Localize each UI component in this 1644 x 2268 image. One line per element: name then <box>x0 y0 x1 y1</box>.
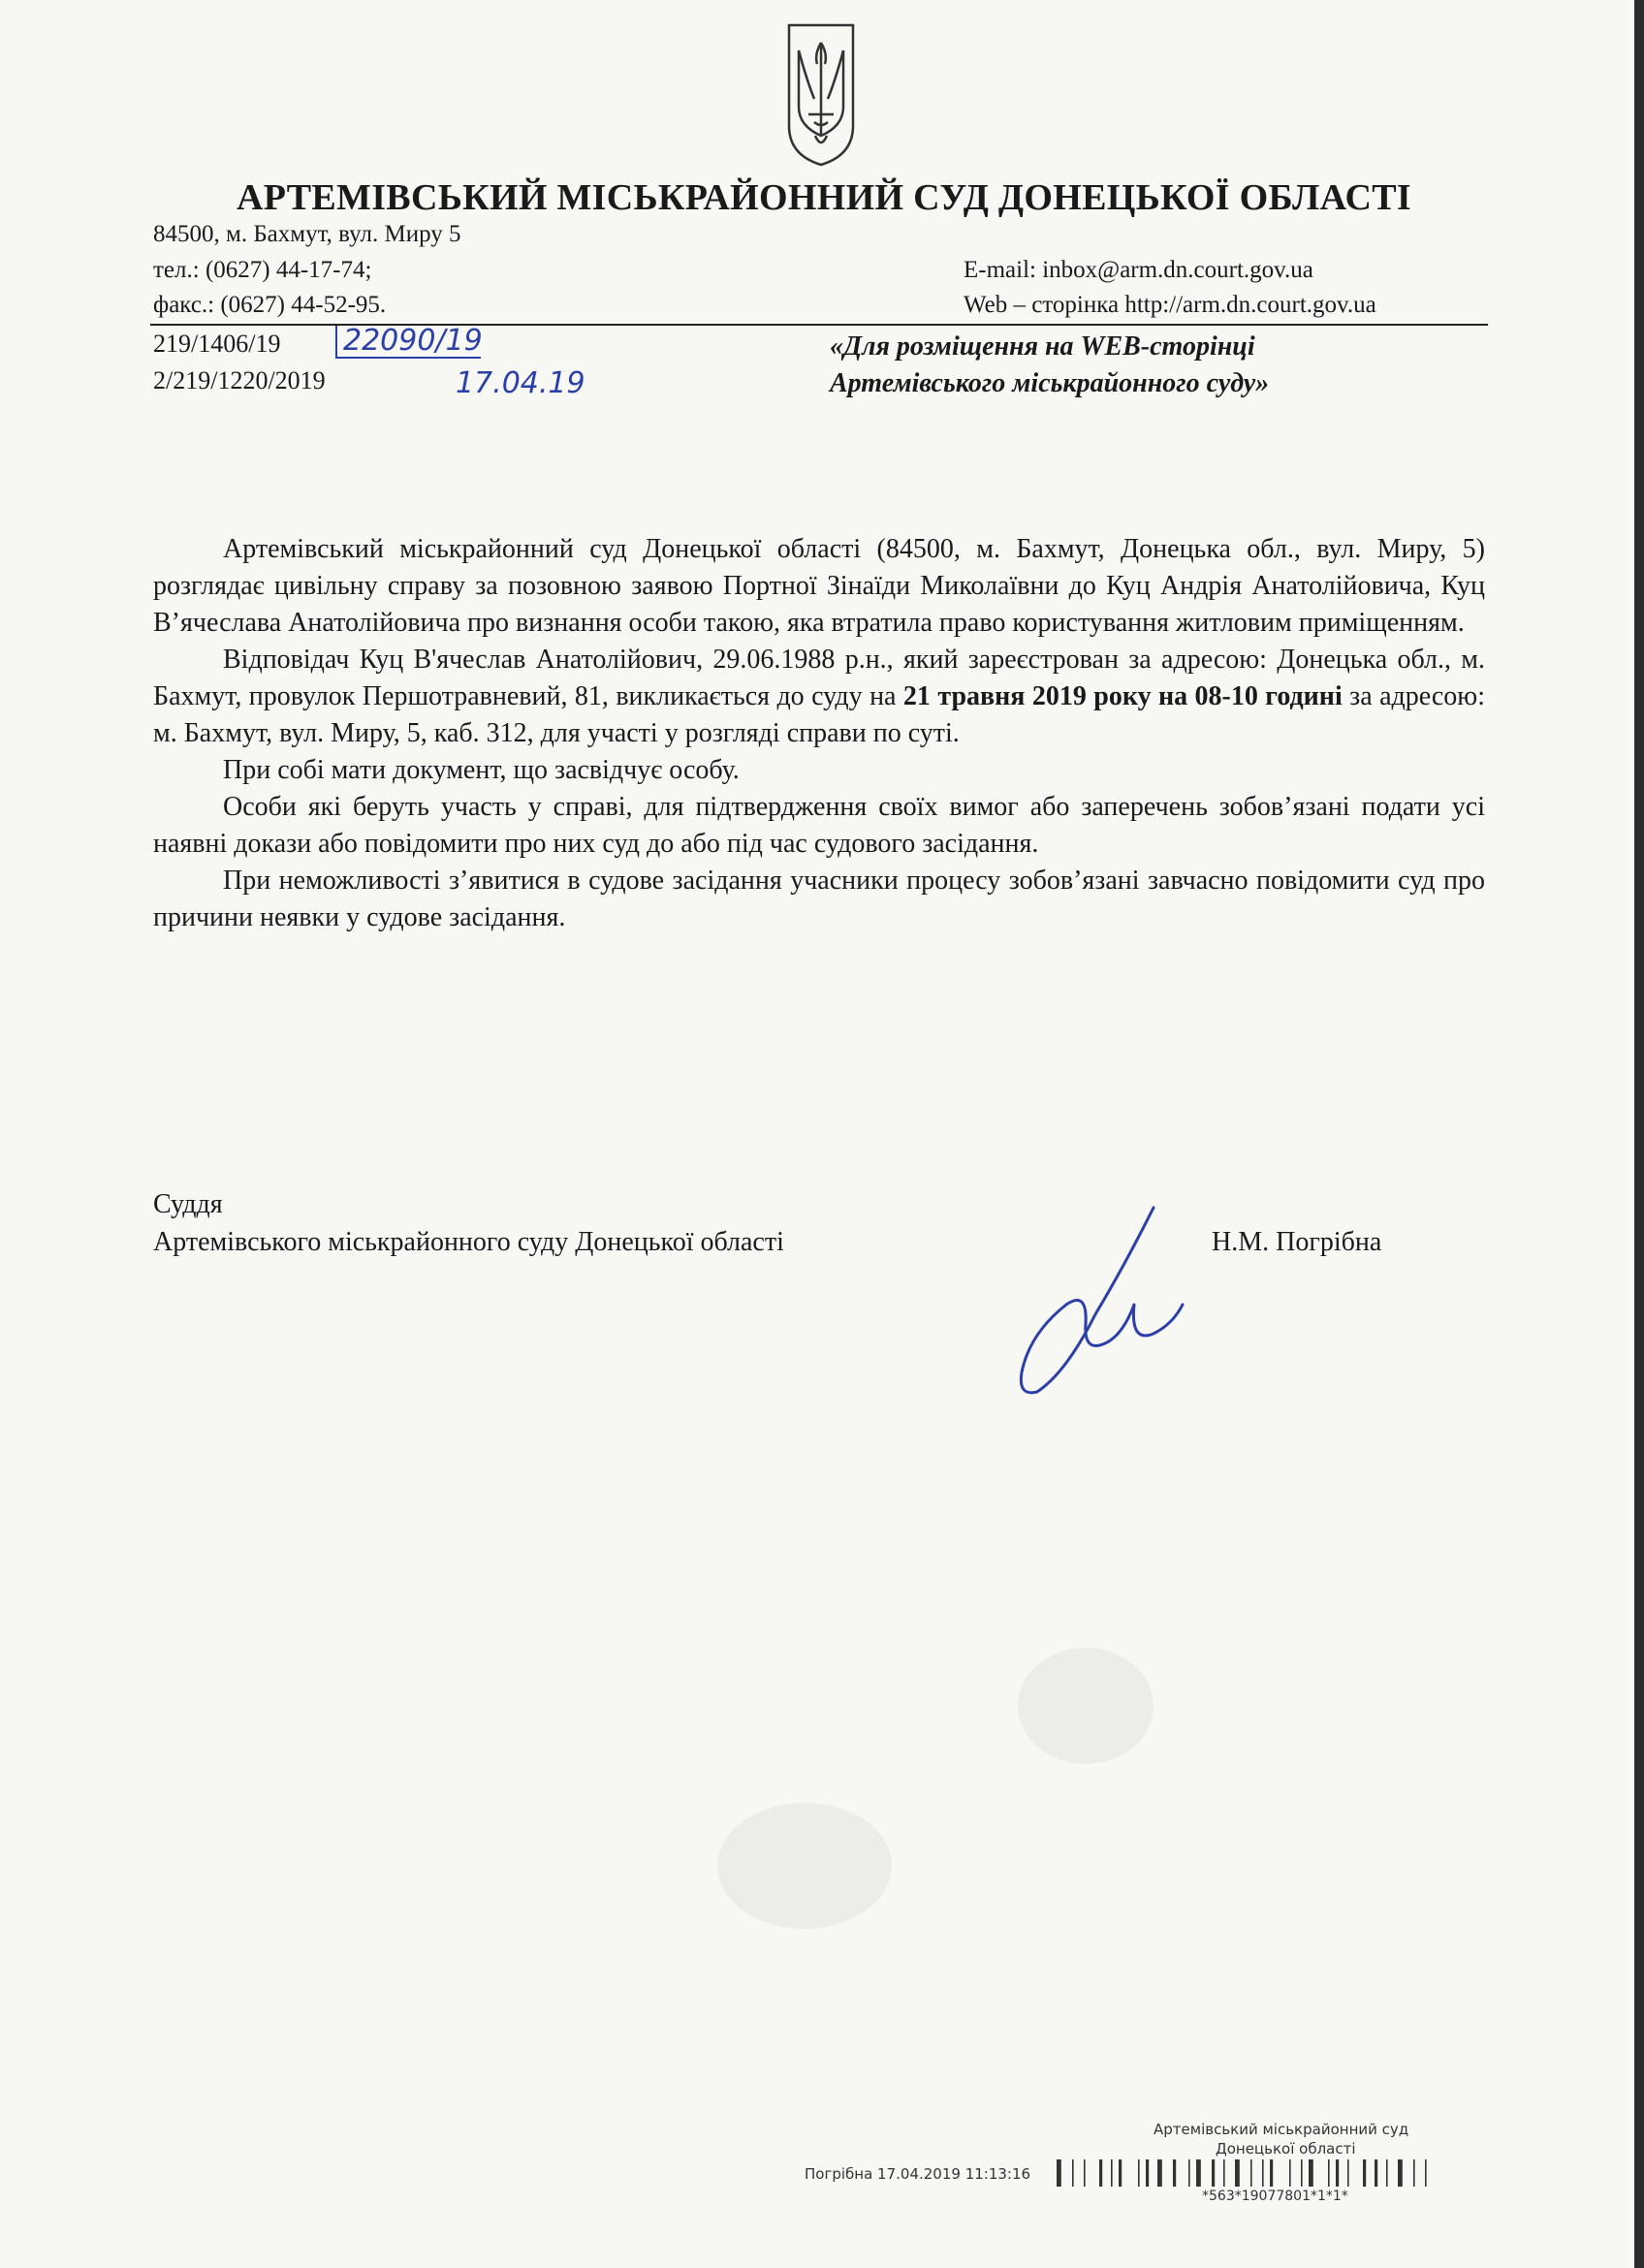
court-title: АРТЕМІВСЬКИЙ МІСЬКРАЙОННИЙ СУД ДОНЕЦЬКОЇ ОБЛАСТІ <box>237 177 1411 218</box>
handwritten-signature <box>1008 1198 1192 1402</box>
body-paragraph: Артемівський міськрайонний суд Донецької області (84500, м. Бахмут, Донецька обл., вул. Миру, 5) розглядає цивільну справу за позовною заявою Портної Зінаїди Миколаївни до Куц Андрія Анатолійовича, Куц В’ячеслава Анатолійовича про визнання особи такою, яка втратила право користування житловим приміщенням. <box>153 534 1485 638</box>
body-paragraph: При собі мати документ, що засвідчує особу. <box>223 755 740 785</box>
scan-edge <box>1634 0 1644 2268</box>
body-text-span: за адресою: м. Бахмут, вул. Миру, 5, каб. 312, для участі у розгляді справи по суті. <box>153 681 1485 748</box>
scan-smudge <box>1018 1648 1154 1764</box>
barcode-text: *563*19077801*1*1* <box>1202 2189 1348 2204</box>
stamp-region-line: Донецької області <box>1216 2140 1356 2158</box>
court-email: E-mail: inbox@arm.dn.court.gov.ua <box>964 257 1313 283</box>
coat-of-arms-icon <box>785 21 857 169</box>
handwritten-registration-number: 22090/19 <box>343 324 483 358</box>
court-phone: тел.: (0627) 44-17-74; <box>153 257 372 283</box>
stamp-court-line: Артемівський міськрайонний суд <box>1154 2121 1409 2138</box>
court-address: 84500, м. Бахмут, вул. Миру 5 <box>153 221 461 247</box>
scan-smudge <box>717 1803 892 1929</box>
signer-position: Суддя <box>153 1189 223 1219</box>
handwritten-bracket <box>335 326 337 359</box>
stamp-signer-timestamp: Погрібна 17.04.2019 11:13:16 <box>805 2165 1031 2183</box>
case-number: 219/1406/19 <box>153 330 281 358</box>
body-text-span: Відповідач Куц В'ячеслав Анатолійович, 29.06.1988 р.н., який зареєстрован за адресою: Донецька обл., м. Бахмут, провулок Першотравневий, 81, викликається до суду на <box>153 645 1485 711</box>
hearing-datetime: 21 травня 2019 року на 08-10 годині <box>902 681 1343 711</box>
court-fax: факс.: (0627) 44-52-95. <box>153 292 387 318</box>
barcode-icon <box>1057 2159 1522 2187</box>
body-paragraph: Особи які беруть участь у справі, для підтвердження своїх вимог або заперечень зобов’язані подати усі наявні докази або повідомити про них суд до або під час судового засідання. <box>153 792 1485 859</box>
letter-body <box>153 531 1485 936</box>
signer-name: Н.М. Погрібна <box>1212 1227 1382 1257</box>
signer-court: Артемівського міськрайонного суду Донецької області <box>153 1227 784 1257</box>
web-placement-note-line-2: Артемівського міськрайонного суду» <box>830 368 1270 398</box>
body-paragraph: При неможливості з’явитися в судове засідання учасники процесу зобов’язані завчасно повідомити суд про причини неявки у судове засідання. <box>153 866 1485 932</box>
court-website: Web – сторінка http://arm.dn.court.gov.ua <box>964 292 1376 318</box>
handwritten-registration-date: 17.04.19 <box>456 366 585 400</box>
web-placement-note-line-1: «Для розміщення на WEB-сторінці <box>830 331 1255 362</box>
proceeding-number: 2/219/1220/2019 <box>153 366 326 394</box>
body-paragraph <box>153 642 1485 752</box>
